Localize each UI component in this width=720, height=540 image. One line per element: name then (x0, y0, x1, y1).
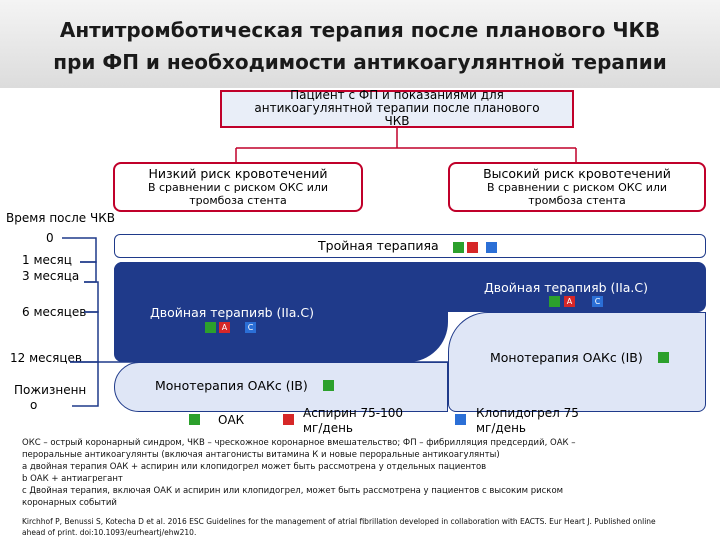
patient-line3: ЧКВ (384, 114, 410, 128)
high-risk-sub2: тромбоза стента (528, 194, 626, 207)
time-3-months: 3 месяца (22, 269, 80, 283)
oac-square (658, 352, 669, 363)
footnote-c-1: c Двойная терапия, включая ОАК и аспирин или клопидогрел, может быть рассмотрена у пациентов с высоким риском (22, 486, 564, 496)
time-lifelong-1: Пожизненн (14, 383, 87, 397)
mono-therapy-low-label: Монотерапия ОАКc (IB) (155, 378, 308, 393)
footnote-a: a двойная терапия ОАК + аспирин или клопидогрел может быть рассмотрена у отдельных пациентов (22, 462, 487, 472)
oac-square (453, 242, 464, 253)
clopidogrel-square: C (592, 296, 603, 307)
oac-square (549, 296, 560, 307)
slide-title-line2: при ФП и необходимости антикоагулянтной терапии (53, 50, 667, 74)
legend-aspirin-line1: Аспирин 75-100 (303, 406, 404, 420)
time-0: 0 (46, 231, 54, 245)
time-lifelong-2: о (30, 398, 38, 412)
footnote-abbrev-2: пероральные антикоагулянты (включая антагонисты витамина К и новые пероральные антикоагулянты) (22, 450, 500, 460)
legend-clopidogrel-icon (455, 414, 466, 425)
dual-therapy-high-label: Двойная терапияb (IIa.C) (484, 280, 649, 295)
clopidogrel-square (486, 242, 497, 253)
time-12-months: 12 месяцев (10, 351, 82, 365)
reference-line1: Kirchhof P, Benussi S, Kotecha D et al. 2016 ESC Guidelines for the management of atrial fibrillation developed in collaboration with EACTS. Eur Heart J. Published online (22, 517, 656, 526)
timeline-header: Время после ЧКВ (6, 211, 115, 225)
legend-aspirin-icon (283, 414, 294, 425)
time-1-month: 1 месяц (22, 253, 72, 267)
low-risk-title: Низкий риск кровотечений (148, 166, 328, 181)
legend-clopidogrel-line1: Клопидогрел 75 (476, 406, 579, 420)
low-risk-sub1: В сравнении с риском ОКС или (147, 181, 329, 194)
footnote-abbrev-1: ОКС – острый коронарный синдром, ЧКВ – чрескожное коронарное вмешательство; ФП – фибрилляция предсердий, ОАК – (22, 438, 576, 448)
footnote-b: b ОАК + антиагрегант (22, 474, 123, 484)
slide-title-line1: Антитромботическая терапия после планового ЧКВ (59, 18, 661, 42)
oac-square (323, 380, 334, 391)
time-6-months: 6 месяцев (22, 305, 87, 319)
aspirin-square: A (564, 296, 575, 307)
triple-therapy-label: Тройная терапияa (318, 238, 439, 253)
legend-oac-label: ОАК (218, 413, 245, 427)
clopidogrel-square: C (245, 322, 256, 333)
legend-oac-icon (189, 414, 200, 425)
patient-line1: Пациент с ФП и показаниями для (290, 88, 504, 102)
legend-aspirin-line2: мг/день (303, 421, 353, 435)
footnote-c-2: коронарных событий (22, 498, 117, 508)
dual-therapy-low-label: Двойная терапияb (IIa.C) (150, 305, 315, 320)
high-risk-sub1: В сравнении с риском ОКС или (486, 181, 668, 194)
aspirin-square (467, 242, 478, 253)
low-risk-sub2: тромбоза стента (189, 194, 287, 207)
patient-line2: антикоагулянтной терапии после планового (254, 101, 540, 115)
high-risk-title: Высокий риск кровотечений (483, 166, 671, 181)
aspirin-square: A (219, 322, 230, 333)
mono-therapy-high-label: Монотерапия ОАКc (IB) (490, 350, 643, 365)
oac-square (205, 322, 216, 333)
legend-clopidogrel-line2: мг/день (476, 421, 526, 435)
reference-line2: ahead of print. doi:10.1093/eurheartj/ehw210. (22, 528, 197, 537)
